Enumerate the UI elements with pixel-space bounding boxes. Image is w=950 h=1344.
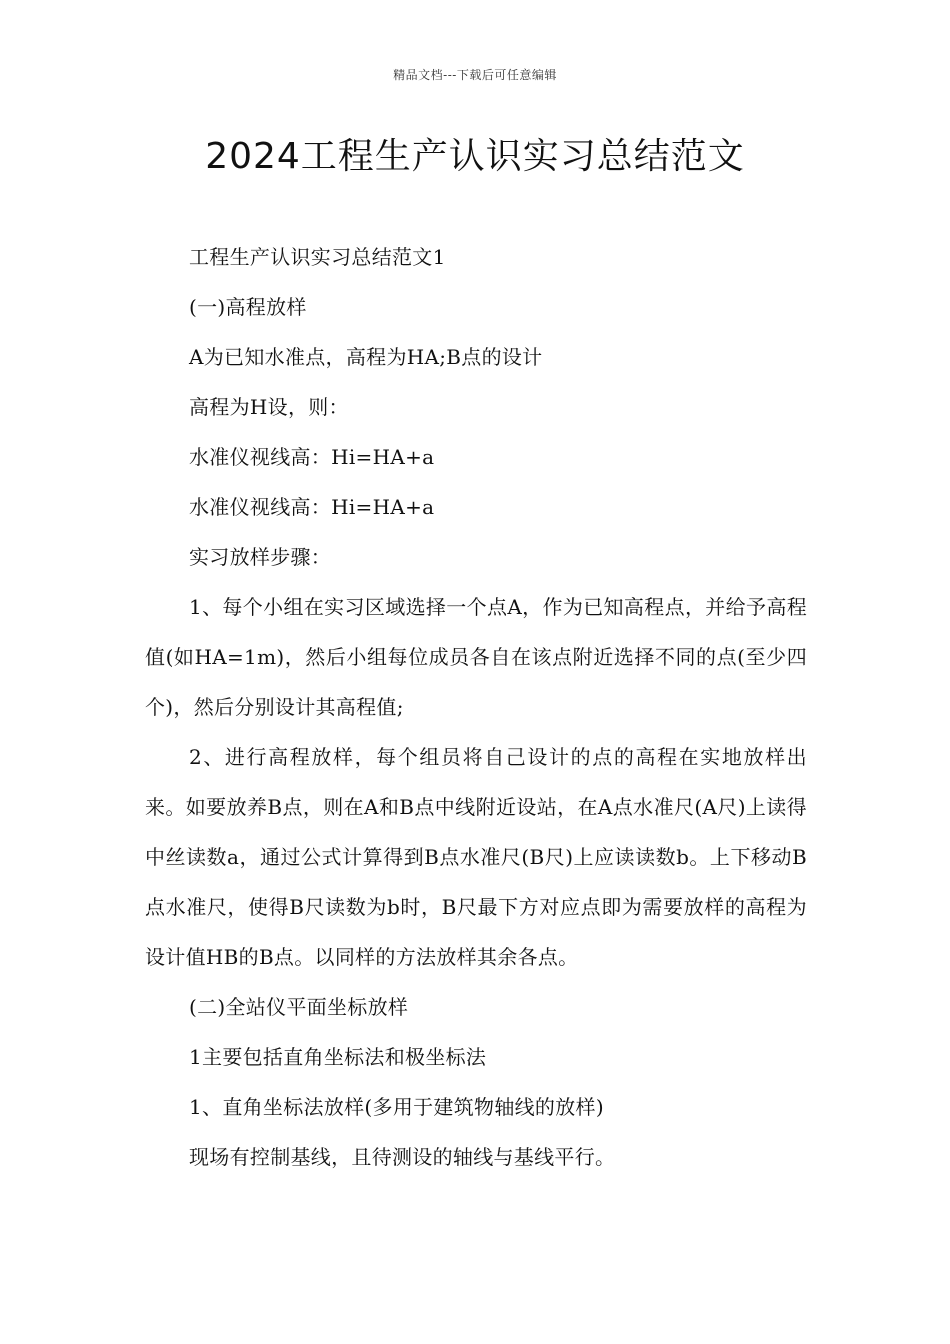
page-header: 精品文档---下载后可任意编辑 bbox=[393, 68, 557, 82]
paragraph: 高程为H设，则： bbox=[189, 395, 349, 419]
document-title: 2024工程生产认识实习总结范文 bbox=[205, 136, 745, 177]
paragraph: 1主要包括直角坐标法和极坐标法 bbox=[189, 1045, 487, 1069]
paragraph: 水准仪视线高：Hi=HA+a bbox=[189, 495, 435, 519]
paragraph: (一)高程放样 bbox=[189, 295, 307, 319]
paragraph: 实习放样步骤： bbox=[189, 545, 332, 569]
paragraph: A为已知水准点，高程为HA;B点的设计 bbox=[189, 345, 543, 369]
document-body bbox=[145, 232, 807, 1182]
paragraph: 现场有控制基线，且待测设的轴线与基线平行。 bbox=[189, 1145, 616, 1169]
paragraph: 1、每个小组在实习区域选择一个点A，作为已知高程点，并给予高程值(如HA=1m)，然后小组每位成员各自在该点附近选择不同的点(至少四个)，然后分别设计其高程值; bbox=[145, 595, 807, 719]
paragraph: 1、直角坐标法放样(多用于建筑物轴线的放样) bbox=[189, 1095, 604, 1119]
paragraph: 水准仪视线高：Hi=HA+a bbox=[189, 445, 435, 469]
paragraph: (二)全站仪平面坐标放样 bbox=[189, 995, 409, 1019]
paragraph: 工程生产认识实习总结范文1 bbox=[189, 245, 446, 269]
paragraph: 2、进行高程放样，每个组员将自己设计的点的高程在实地放样出来。如要放养B点，则在A和B点中线附近设站，在A点水准尺(A尺)上读得中丝读数a，通过公式计算得到B点水准尺(B尺)上应读读数b。上下移动B点水准尺，使得B尺读数为b时，B尺最下方对应点即为需要放样的高程为设计值HB的B点。以同样的方法放样其余各点。 bbox=[145, 745, 807, 969]
